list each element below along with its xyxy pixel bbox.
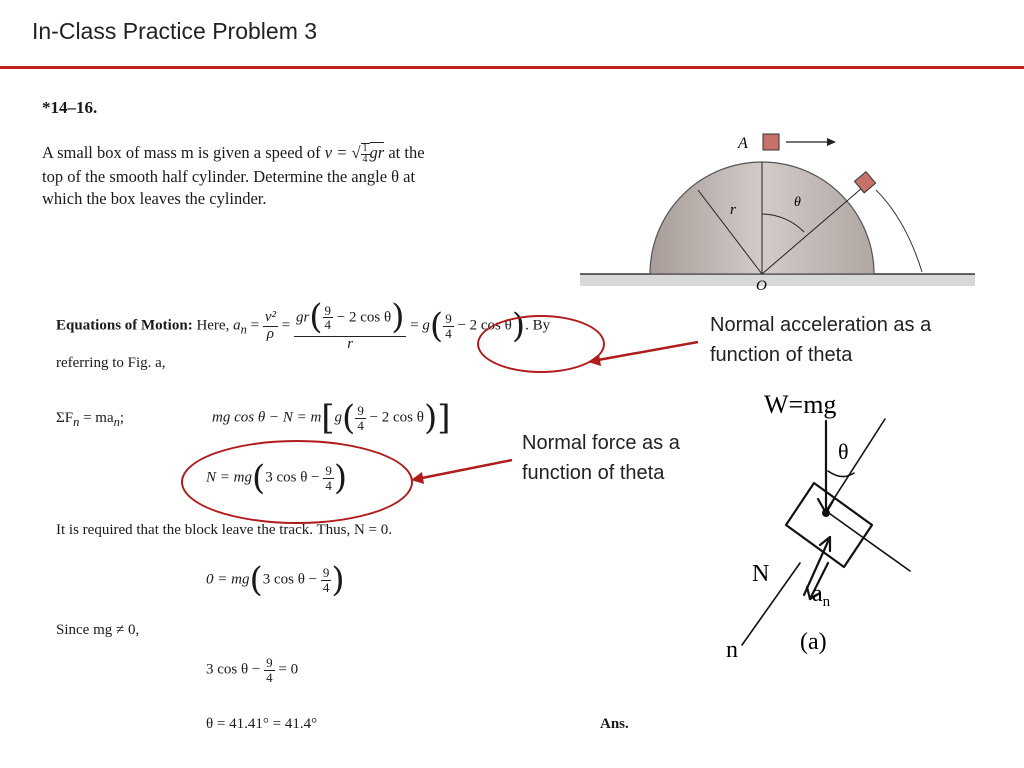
- n-equation: N = mg(3 cos θ − $\frac{9}{4}$ ): [206, 458, 348, 498]
- eq-zero: = 0: [278, 661, 299, 678]
- zero-equation: 0 = mg(3 cos θ − $\frac{9}{4}$ ): [206, 560, 345, 600]
- frac-four-6: 4: [266, 669, 273, 685]
- n-axis-label: n: [726, 637, 738, 663]
- frac-four-4: 4: [325, 477, 332, 493]
- sum-rhs-sub: n: [113, 415, 120, 429]
- an-label: [812, 581, 831, 610]
- sum-f: ΣF: [56, 410, 74, 426]
- frac-nine-6: 9: [266, 655, 273, 670]
- note-force-line-2: function of theta: [522, 462, 665, 484]
- an-letter: a: [812, 581, 823, 607]
- required-text: It is required that the block leave the track. Thus, N = 0.: [56, 522, 392, 538]
- theta-result: θ = 41.41° = 41.4°: [206, 716, 318, 732]
- eom-here: Here,: [196, 317, 230, 334]
- sqrt-sign: √: [351, 143, 361, 162]
- n-axis-line: [742, 563, 800, 645]
- g-symbol-2: g: [334, 409, 343, 426]
- problem-text-1-end: at the: [388, 143, 425, 162]
- speed-gr: gr: [369, 143, 385, 162]
- three-cos-2: 3 cos θ −: [262, 571, 318, 588]
- r-denominator: r: [347, 335, 354, 352]
- problem-line-2: top of the smooth half cylinder. Determine the angle θ at: [42, 166, 416, 186]
- weight-label: W=mg: [764, 390, 837, 419]
- sum-f-sub: n: [73, 415, 80, 429]
- mg-cos-equation: mg cos θ − N = m[g( $\frac{9}{4}$ − 2 cos θ)]: [212, 398, 451, 438]
- n-eq-text: N = mg: [206, 469, 252, 486]
- speed-frac-den: 4: [362, 154, 368, 166]
- problem-line-3: which the box leaves the cylinder.: [42, 188, 267, 208]
- v-squared: v²: [264, 308, 276, 325]
- note-accel-line-2: function of theta: [710, 344, 853, 366]
- an-symbol: a: [233, 317, 241, 334]
- an-sub: n: [822, 594, 831, 610]
- an-subscript: n: [240, 322, 247, 337]
- force-arrow-line: [422, 460, 512, 478]
- label-theta: θ: [794, 195, 801, 210]
- frac-four: 4: [324, 317, 332, 333]
- sum-rhs: = ma: [83, 410, 114, 426]
- sum-semicolon: ;: [119, 410, 125, 426]
- force-arrowhead: [411, 472, 424, 484]
- frac-four-3: 4: [357, 417, 364, 433]
- rho: ρ: [266, 325, 274, 342]
- speed-frac-num: 1: [362, 142, 368, 154]
- frac-nine-5: 9: [322, 564, 330, 580]
- by-text: By: [532, 317, 551, 334]
- note-accel-line-1: Normal acceleration as a: [710, 314, 932, 336]
- problem-text-1: A small box of mass m is given a speed of: [42, 143, 321, 162]
- frac-nine-2: 9: [445, 311, 452, 327]
- frac-nine-4: 9: [325, 462, 332, 478]
- frac-four-5: 4: [322, 579, 330, 595]
- mass-center-dot: [822, 509, 830, 517]
- n-force-label: N: [752, 561, 770, 587]
- note-normal-acceleration: [710, 310, 931, 370]
- accel-arrowhead: [588, 354, 601, 366]
- frac-nine: 9: [324, 302, 332, 318]
- referring-line: referring to Fig. a,: [56, 355, 166, 371]
- problem-number: *14–16.: [42, 98, 98, 117]
- eom-line: Equations of Motion: Here, $a_n$ = $\frac{\text{v²}}{\rho}$ = gr( $\frac{9}{4}$ − 2 cos θ) r = g( $\frac{9}{4}$ − 2 cos θ). By: [56, 297, 551, 352]
- eom-heading: Equations of Motion:: [56, 317, 193, 334]
- slide-title: In-Class Practice Problem 3: [32, 18, 318, 44]
- fig-a-label: (a): [800, 629, 827, 655]
- accel-arrow-line: [598, 342, 698, 360]
- minus-2cos-2: − 2 cos θ: [457, 317, 512, 334]
- answer-label: Ans.: [600, 716, 629, 732]
- note-force-line-1: Normal force as a: [522, 432, 680, 454]
- three-cos-3: 3 cos θ −: [206, 661, 261, 678]
- mg-cos-text: mg cos θ − N = m: [212, 409, 322, 426]
- gr-symbol: gr: [295, 309, 310, 326]
- three-cos: 3 cos θ −: [265, 469, 320, 486]
- free-body-diagram: [720, 385, 920, 665]
- label-o: O: [756, 278, 767, 293]
- since-text: Since mg ≠ 0,: [56, 622, 140, 638]
- speed-lhs: v =: [324, 143, 348, 162]
- minus-2cos: − 2 cos θ: [336, 309, 392, 326]
- label-a: A: [738, 135, 748, 152]
- frac-four-2: 4: [445, 325, 452, 341]
- g-symbol: g: [422, 317, 430, 334]
- gr-numerator: gr( $\frac{9}{4}$ − 2 cos θ): [295, 297, 405, 337]
- label-r: r: [730, 202, 736, 218]
- minus-2cos-3: − 2 cos θ: [369, 409, 424, 426]
- theta-label-fbd: θ: [838, 439, 849, 464]
- frac-nine-3: 9: [357, 402, 364, 418]
- fbd-block: [786, 483, 872, 567]
- zero-eq-text: 0 = mg: [206, 571, 250, 588]
- note-normal-force: [522, 428, 680, 488]
